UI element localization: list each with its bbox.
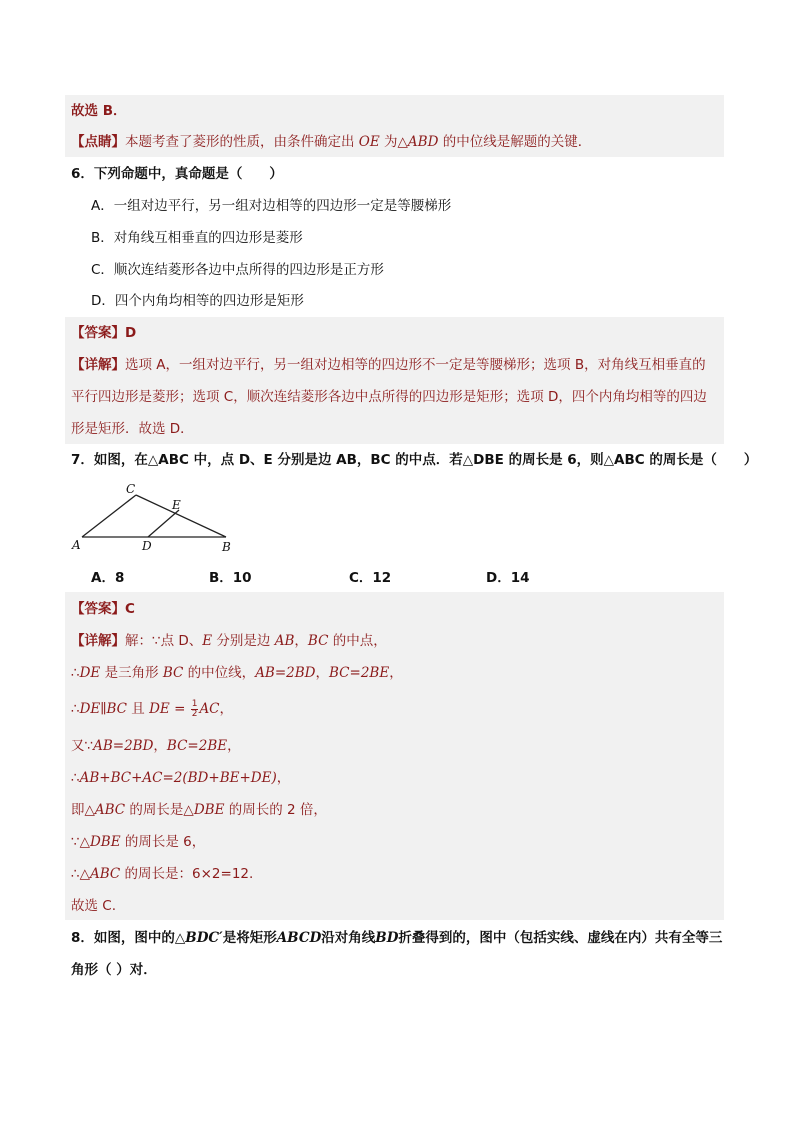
detail-text: 是三角形 [100,665,163,681]
detail-text: ， [227,738,241,754]
fraction-numerator: 1 [191,698,198,709]
detail-text: 选项 A，一组对边平行，另一组对边相等的四边形不一定是等腰梯形；选项 B，对角线互相垂直的 [125,357,706,373]
detail-text: 的周长是△ [125,802,194,818]
triangle-bdc-prime: BDC′ [185,930,223,946]
triangle-abc: ABC [94,802,126,818]
q7-detail-line-2 [71,663,403,683]
math-e: E [202,633,213,649]
because-symbol: ∵△ [71,834,90,850]
vertex-label-b: B [222,540,231,554]
vertex-label-a: A [72,538,81,552]
q7-choice-c: C．12 [349,570,392,586]
math-parallel: DE∥BC [79,701,128,717]
math-equation: BC=2BE [166,738,228,754]
math-equation: AB=2BD [255,665,316,681]
q8-text: 折叠得到的，图中（包括实线、虚线在内）共有全等三 [398,930,723,946]
detail-text: 的中位线， [183,665,256,681]
therefore-symbol: ∴△ [71,866,90,882]
side-ac [82,495,136,537]
detail-text: 的中点， [328,633,387,649]
q6-detail-line-3: 形是矩形．故选 D． [71,421,194,437]
math-equation: AB+BC+AC=2(BD+BE+DE) [79,770,277,786]
q6-stem: 6．下列命题中，真命题是（ ） [71,166,283,182]
q7-answer [71,599,135,619]
q5-review [71,132,591,152]
math-bc: BC [307,633,329,649]
q7-detail-line-8 [71,864,253,884]
q7-detail-line-4 [71,736,241,756]
triangle-abd: ABD [407,134,439,150]
fraction-half [191,700,199,719]
q6-option-d: D．四个内角均相等的四边形是矩形 [91,293,304,309]
q7-detail-line-1 [71,631,387,651]
detail-text: 的周长是 6， [120,834,206,850]
segment-oe: OE [358,134,380,150]
math-equation: AB=2BD [93,738,154,754]
q5-conclusion [71,101,127,121]
math-ab: AB [274,633,295,649]
answer-value: C [125,601,135,617]
q6-option-b: B．对角线互相垂直的四边形是菱形 [91,230,303,246]
review-tag: 【点睛】 [71,134,125,150]
triangle-figure [68,478,248,558]
rectangle-abcd: ABCD [276,930,322,946]
q7-choice-b: B．10 [209,570,252,586]
q6-answer [71,323,136,343]
q7-detail-line-5 [71,768,290,788]
detail-text: 解：∵点 D、 [125,633,203,649]
answer-value: D [125,325,137,341]
detail-text: ， [294,633,308,649]
math-ac: AC [199,701,220,717]
therefore-symbol: ∴ [71,665,80,681]
q8-text: 是将矩形 [222,930,277,946]
detail-tag: 【详解】 [71,357,125,373]
detail-text: ， [219,701,234,717]
answer-tag: 【答案】 [71,325,125,341]
vertex-label-c: C [126,482,136,496]
triangle-dbe: DBE [89,834,121,850]
therefore-symbol: ∴ [71,770,80,786]
q7-detail-line-6 [71,800,327,820]
math-equation: BC=2BE [329,665,390,681]
q6-option-c: C．顺次连结菱形各边中点所得的四边形是正方形 [91,262,384,278]
q8-stem-line-2: 角形（ ）对． [71,962,157,978]
equals-sign: = [169,701,190,717]
q7-detail-line-7 [71,832,205,852]
q7-choice-d: D．14 [486,570,530,586]
q8-text: 沿对角线 [321,930,376,946]
fraction-denominator: 2 [191,708,198,719]
detail-tag: 【详解】 [71,633,125,649]
answer-tag: 【答案】 [71,601,125,617]
q7-detail-line-3 [71,699,233,719]
q6-option-a: A．一组对边平行，另一组对边相等的四边形一定是等腰梯形 [91,198,452,214]
detail-text: 的周长的 2 倍， [224,802,327,818]
review-text: 本题考查了菱形的性质，由条件确定出 [125,134,359,150]
math-de: DE [149,701,170,717]
detail-text: 分别是边 [212,633,275,649]
q6-detail-line-2: 平行四边形是菱形；选项 C，顺次连结菱形各边中点所得的四边形是矩形；选项 D，四个内角均相等的四边 [71,389,707,405]
diagonal-bd: BD [375,930,399,946]
detail-text: ， [389,665,403,681]
detail-text: 的周长是：6×2=12. [120,866,254,882]
segment-de [148,510,179,537]
math-bc: BC [162,665,184,681]
vertex-label-d: D [142,539,152,553]
therefore-symbol: ∴ [71,701,80,717]
side-cb [136,495,226,537]
review-text: 为△ [379,134,408,150]
detail-text: 即△ [71,802,95,818]
triangle-dbe: DBE [193,802,225,818]
because-symbol: 又∵ [71,738,94,754]
q8-text: 8．如图，图中的△ [71,930,186,946]
q7-choice-a: A．8 [91,570,125,586]
review-text: 的中位线是解题的关键． [438,134,592,150]
q5-conclusion-text: 故选 B． [71,103,127,119]
math-de: DE [79,665,101,681]
detail-text: ， [276,770,291,786]
q8-stem-line-1 [71,928,722,948]
detail-text: ， [315,665,330,681]
q6-detail-line-1 [71,355,706,375]
q7-stem: 7．如图，在△ABC 中，点 D、E 分别是边 AB，BC 的中点．若△DBE 的周长是 6，则△ABC 的周长是（ ） [71,452,758,468]
q7-conclusion: 故选 C. [71,898,117,914]
triangle-abc: ABC [89,866,121,882]
vertex-label-e: E [172,498,181,512]
detail-text: ， [153,738,167,754]
detail-text: 且 [127,701,150,717]
